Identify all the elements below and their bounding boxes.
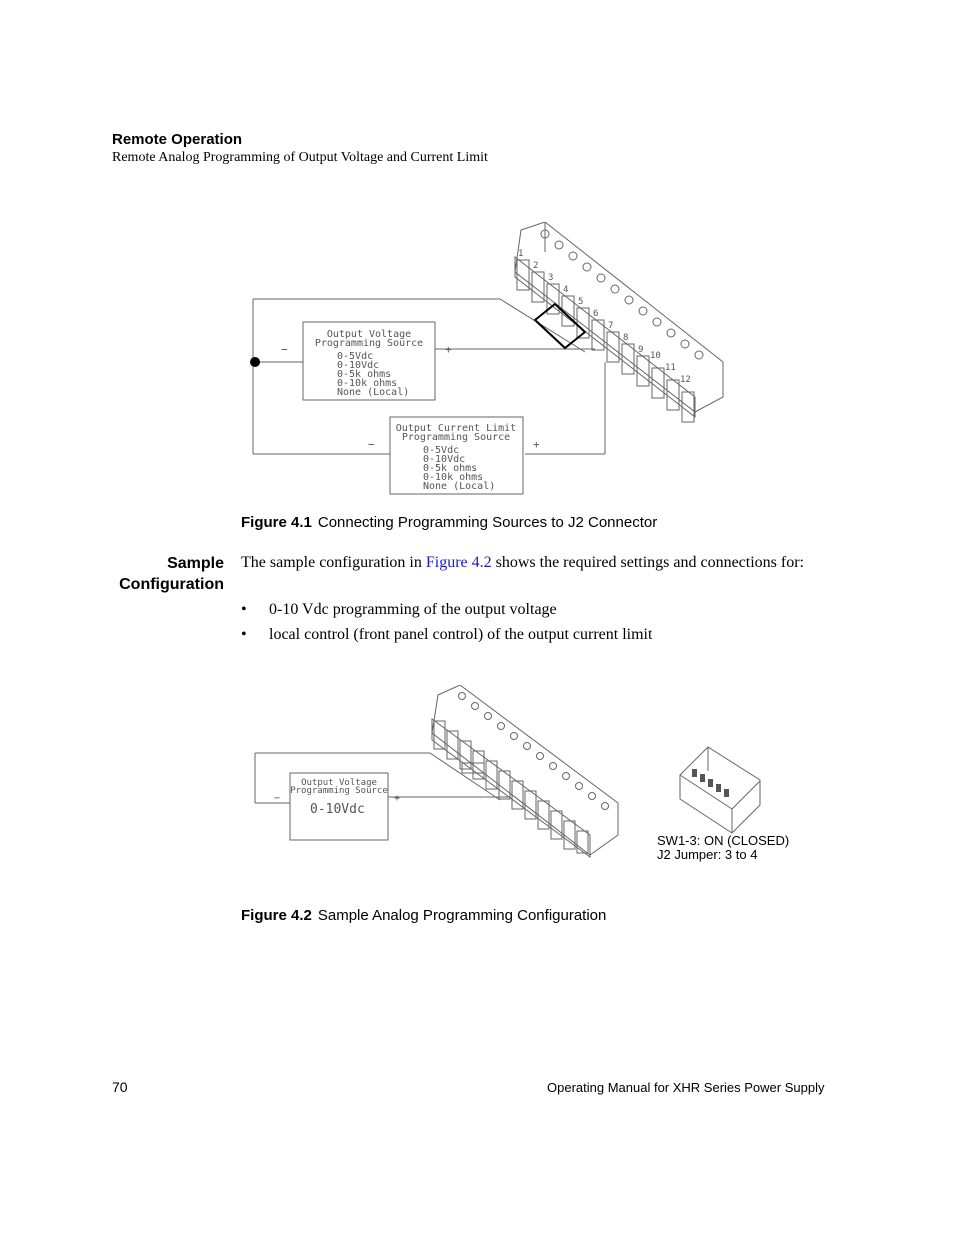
- switch-setting-note: [657, 834, 789, 862]
- pin-number: 5: [578, 297, 584, 307]
- pin-number: 11: [665, 363, 676, 373]
- sample-configuration-text: [241, 553, 821, 573]
- text-before-link: The sample configuration in: [241, 554, 426, 571]
- figure-4-1-caption-text: Connecting Programming Sources to J2 Connector: [317, 514, 658, 531]
- switch-note-line: J2 Jumper: 3 to 4: [657, 847, 758, 862]
- list-item: [241, 601, 557, 619]
- pin-number: 10: [650, 351, 661, 361]
- figure-4-2-number: Figure 4.2: [241, 907, 312, 924]
- heading-line: Configuration: [119, 576, 224, 593]
- figure-4-1-caption: [241, 514, 657, 531]
- voltage-minus-label: −: [281, 343, 288, 356]
- list-item-text: 0-10 Vdc programming of the output voltage: [269, 601, 557, 618]
- fig2-box-title2: Programming Source: [290, 786, 388, 796]
- bullet-icon: •: [241, 626, 247, 643]
- figure-4-1-number: Figure 4.1: [241, 514, 312, 531]
- figure-4-2-caption-text: Sample Analog Programming Configuration: [317, 907, 607, 924]
- page-number: 70: [112, 1079, 128, 1095]
- voltage-option: 0-10k ohms: [337, 378, 398, 389]
- voltage-plus-label: +: [445, 343, 452, 356]
- current-box-title1: Output Current Limit: [395, 423, 517, 434]
- switch-note-line: SW1-3: ON (CLOSED): [657, 833, 790, 848]
- current-option: 0-5k ohms: [423, 463, 478, 474]
- list-item-text: local control (front panel control) of the output current limit: [269, 626, 653, 643]
- fig2-minus-label: −: [274, 793, 281, 804]
- pin-number: 4: [563, 285, 569, 295]
- current-plus-label: +: [533, 438, 540, 451]
- current-minus-label: −: [368, 438, 375, 451]
- voltage-option: None (Local): [337, 387, 410, 398]
- pin-number: 12: [680, 375, 691, 385]
- current-option: None (Local): [423, 481, 496, 492]
- figure-4-2-caption: [241, 907, 606, 924]
- sample-configuration-heading: [100, 553, 224, 595]
- current-option: 0-10k ohms: [423, 472, 484, 483]
- voltage-option: 0-5k ohms: [337, 369, 392, 380]
- figure-4-1-diagram: [245, 222, 755, 502]
- pin-number: 3: [548, 273, 554, 283]
- subsection-title: Remote Analog Programming of Output Voltage and Current Limit: [112, 150, 488, 165]
- pin-number: 2: [533, 261, 539, 271]
- fig2-box-value: 0-10Vdc: [310, 802, 365, 817]
- fig2-plus-label: +: [394, 793, 401, 804]
- voltage-box-title2: Programming Source: [314, 338, 424, 349]
- voltage-box-title1: Output Voltage: [326, 329, 412, 340]
- current-option: 0-10Vdc: [423, 454, 466, 465]
- voltage-option: 0-5Vdc: [337, 351, 374, 362]
- pin-number: 8: [623, 333, 629, 343]
- section-title: Remote Operation: [112, 131, 243, 148]
- pin-number: 6: [593, 309, 599, 319]
- manual-title: Operating Manual for XHR Series Power Supply: [547, 1080, 825, 1095]
- figure-4-2-link[interactable]: Figure 4.2: [425, 554, 492, 571]
- pin-number: 1: [518, 249, 524, 259]
- list-item: [241, 626, 652, 644]
- pin-number: 7: [608, 321, 614, 331]
- voltage-option: 0-10Vdc: [337, 360, 380, 371]
- current-box-title2: Programming Source: [401, 432, 511, 443]
- pin-number: 9: [638, 345, 644, 355]
- current-option: 0-5Vdc: [423, 445, 460, 456]
- fig2-box-title1: Output Voltage: [301, 778, 377, 788]
- text-after-link: shows the required settings and connections for:: [491, 554, 804, 571]
- heading-line: Sample: [167, 555, 224, 572]
- bullet-icon: •: [241, 601, 247, 618]
